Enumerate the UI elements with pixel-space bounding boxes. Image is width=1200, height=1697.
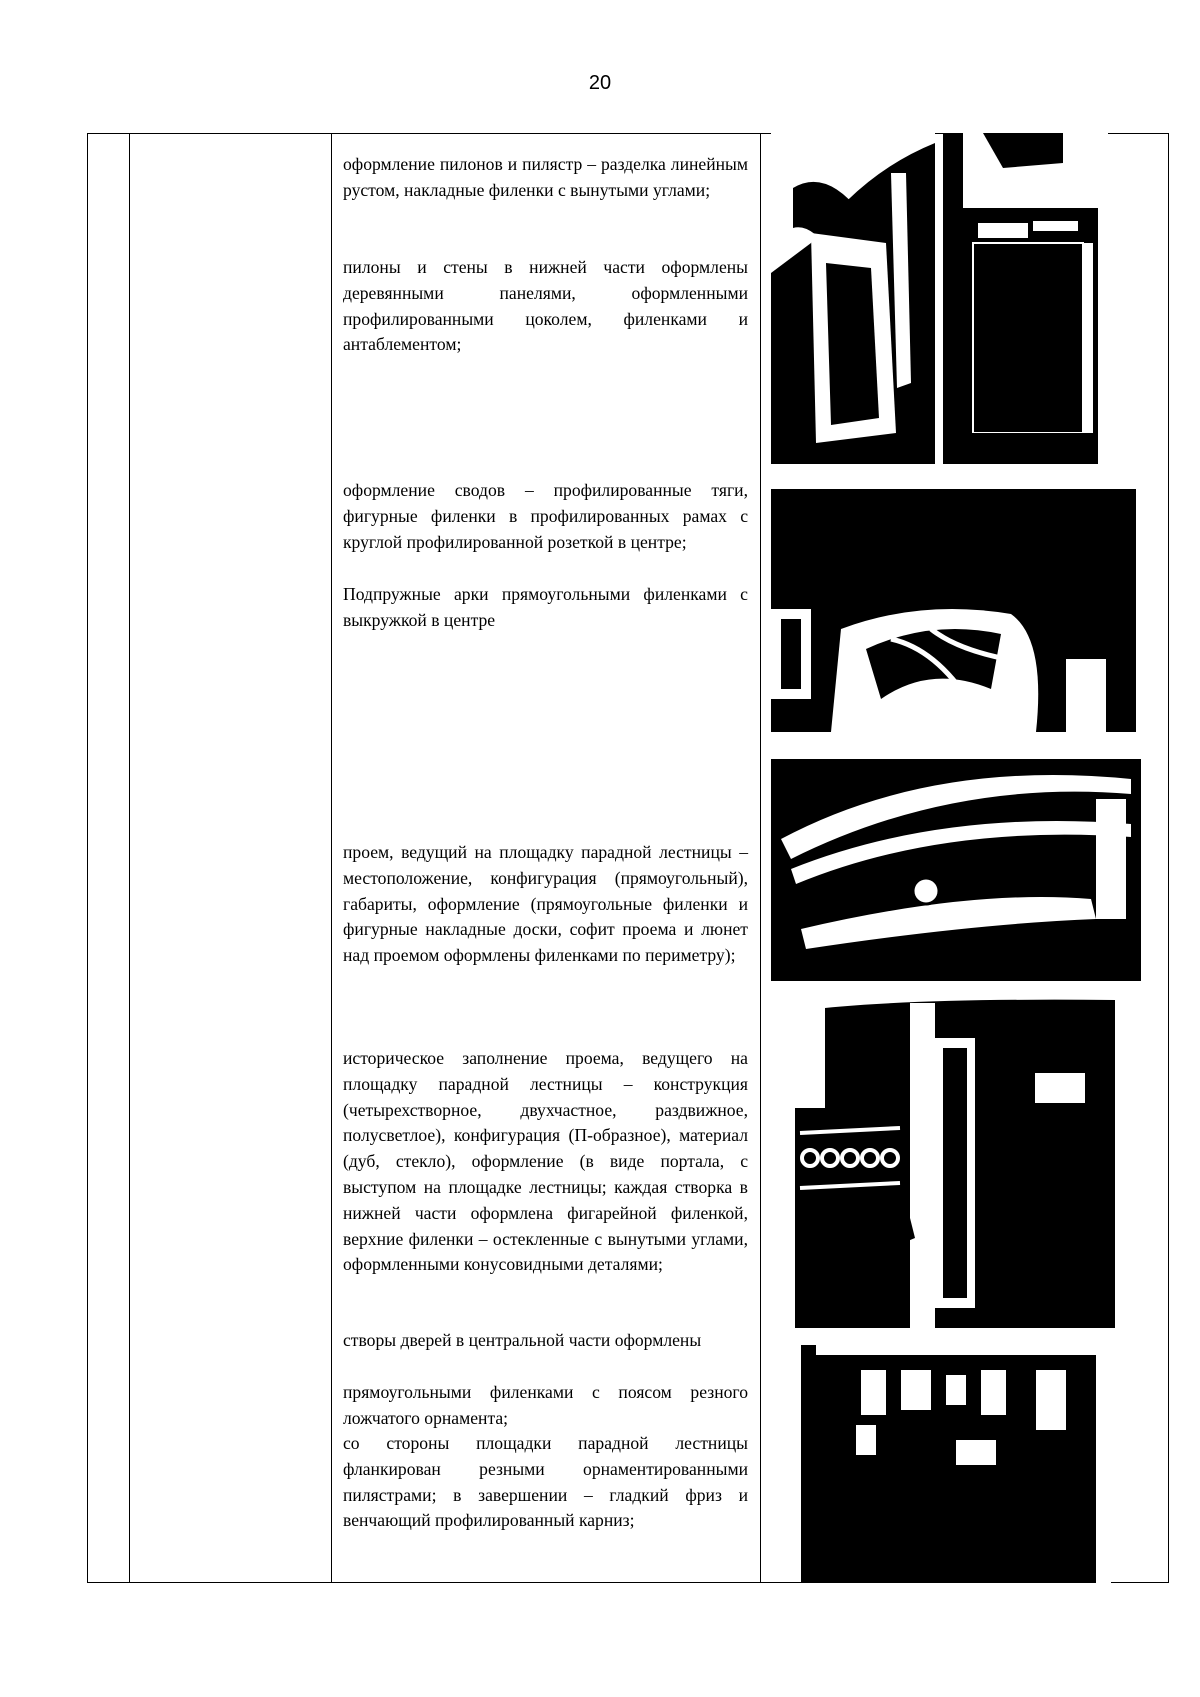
arch-opening-photo	[771, 759, 1141, 981]
carved-portal-photo	[801, 1345, 1111, 1583]
page-number: 20	[588, 72, 612, 94]
text-door-center: створы дверей в центральной части оформлены	[343, 1330, 702, 1350]
column-divider-3	[760, 133, 761, 1583]
text-landing-side: со стороны площадки парадной лестницы фланкирован резными орнаментированными пилястрами; в завершении – гладкий фриз и венчающий профилированный карниз;	[343, 1433, 748, 1531]
text-arches: Подпружные арки прямоугольными филенками с выкружкой в центре	[343, 584, 748, 630]
staircase-landing-photo	[795, 998, 1115, 1328]
text-historic-door-fill: историческое заполнение проема, ведущего на площадку парадной лестницы – конструкция (четырехстворное, двухчастное, раздвижное, полусветлое), конфигурация (П-образное), материал (дуб, стекло), оформление (в виде портала, с выступом на площадке лестницы; каждая створка в нижней части оформлена фигарейной филенкой, верхние филенки – остекленные с вынутыми углами, оформленными конусовидными деталями;	[343, 1048, 748, 1275]
pilon-arch-photo	[771, 133, 935, 464]
text-vault-decoration: оформление сводов – профилированные тяги, фигурные филенки в профилированных рамах с круглой профилированной розеткой в центре;	[343, 480, 748, 552]
wooden-panel-door-photo	[943, 133, 1108, 464]
column-divider-2	[331, 133, 332, 1583]
text-door-panels: прямоугольными филенками с поясом резного ложчатого орнамента;	[343, 1382, 748, 1428]
text-wood-panels: пилоны и стены в нижней части оформлены деревянными панелями, оформленными профилированными цоколем, филенками и антаблементом;	[343, 257, 748, 355]
text-pilaster-decoration: оформление пилонов и пилястр – разделка линейным рустом, накладные филенки с вынутыми углами;	[343, 154, 748, 200]
vault-ceiling-photo	[771, 489, 1136, 732]
text-staircase-opening: проем, ведущий на площадку парадной лестницы – местоположение, конфигурация (прямоугольный), габариты, оформление (прямоугольные филенки и фигурные накладные доски, софит проема и люнет над проемом оформлены филенками по периметру);	[343, 842, 748, 966]
column-divider-1	[129, 133, 130, 1583]
